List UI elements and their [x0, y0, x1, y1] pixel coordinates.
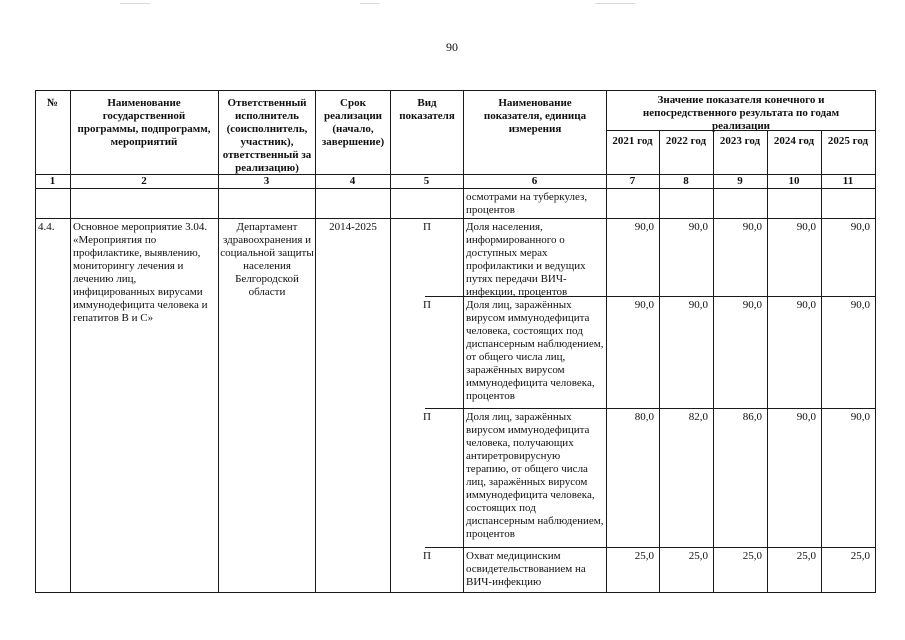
- indicator-text: Доля лиц, заражённых вирусом иммунодефицита человека, состоящих под диспансерным наблюдением, от общего числа лиц, заражённых вирусом иммунодефицита человека, процентов: [466, 299, 604, 402]
- column-number: 11: [842, 175, 854, 187]
- value-2023: 86,0: [742, 411, 762, 423]
- measure-name: Основное мероприятие 3.04. «Мероприятия по профилактике, выявлению, мониторингу лечения и лечению лиц, инфицированных вирусами иммунодефицита человека и гепатитов В и С»: [73, 221, 208, 324]
- value-2024: 90,0: [796, 411, 816, 423]
- column-number: 10: [788, 175, 800, 187]
- column-number: 5: [423, 175, 430, 187]
- value-2021: 80,0: [634, 411, 654, 423]
- value-2025: 90,0: [850, 299, 870, 311]
- header-year-2021: 2021 год: [612, 135, 653, 147]
- value-2021: 25,0: [634, 550, 654, 562]
- header-values-group: Значение показателя конечного и непосредственного результата по годам реализации: [642, 94, 840, 132]
- value-2023: 90,0: [742, 221, 762, 233]
- value-2022: 90,0: [688, 299, 708, 311]
- column-number: 4: [349, 175, 356, 187]
- implementation-term: 2014-2025: [329, 221, 377, 233]
- column-number: 8: [683, 175, 689, 187]
- column-number: 1: [49, 175, 56, 187]
- row-number: 4.4.: [38, 221, 55, 233]
- indicator-kind: П: [423, 411, 431, 423]
- indicator-text: Доля лиц, заражённых вирусом иммунодефицита человека, получающих антиретровирусную терапию, от общего числа лиц, заражённых вирусом иммунодефицита человека, состоящих под диспансерным наблюдением, процентов: [466, 411, 604, 540]
- value-2024: 90,0: [796, 221, 816, 233]
- value-2021: 90,0: [634, 221, 654, 233]
- header-year-2023: 2023 год: [719, 135, 761, 147]
- value-2022: 82,0: [688, 411, 708, 423]
- column-number: 3: [263, 175, 270, 187]
- header-year-2022: 2022 год: [665, 135, 707, 147]
- column-number: 6: [531, 175, 538, 187]
- column-number: 2: [141, 175, 147, 187]
- indicator-kind: П: [423, 550, 431, 562]
- header-term: Срок реализации (начало, завершение): [321, 97, 385, 148]
- indicator-kind: П: [423, 299, 431, 311]
- value-2025: 25,0: [850, 550, 870, 562]
- header-indicator-kind: Вид показателя: [399, 97, 455, 122]
- value-2024: 25,0: [796, 550, 816, 562]
- continuation-text: осмотрами на туберкулез, процентов: [466, 191, 588, 216]
- header-year-2024: 2024 год: [773, 135, 815, 147]
- value-2021: 90,0: [634, 299, 654, 311]
- column-number: 7: [629, 175, 636, 187]
- column-number: 9: [737, 175, 743, 187]
- value-2025: 90,0: [850, 411, 870, 423]
- indicator-table: [35, 90, 876, 592]
- value-2023: 90,0: [742, 299, 762, 311]
- value-2024: 90,0: [796, 299, 816, 311]
- indicator-text: Охват медицинским освидетельствованием на ВИЧ-инфекцию: [466, 550, 586, 588]
- header-num: №: [46, 97, 59, 109]
- value-2025: 90,0: [850, 221, 870, 233]
- page-number: 90: [446, 40, 458, 54]
- header-program-name: Наименование государственной программы, подпрограмм, мероприятий: [77, 97, 211, 148]
- indicator-kind: П: [423, 221, 431, 233]
- value-2023: 25,0: [742, 550, 762, 562]
- header-responsible: Ответственный исполнитель (соисполнитель, участник), ответственный за реализацию): [222, 97, 312, 174]
- header-year-2025: 2025 год: [827, 135, 869, 147]
- value-2022: 25,0: [688, 550, 708, 562]
- header-indicator-name: Наименование показателя, единица измерения: [483, 97, 587, 135]
- indicator-text: Доля населения, информированного о доступных мерах профилактики и ведущих путях передачи ВИЧ-инфекции, процентов: [466, 221, 586, 298]
- value-2022: 90,0: [688, 221, 708, 233]
- responsible-executor: Департамент здравоохранения и социальной защиты населения Белгородской области: [220, 221, 314, 298]
